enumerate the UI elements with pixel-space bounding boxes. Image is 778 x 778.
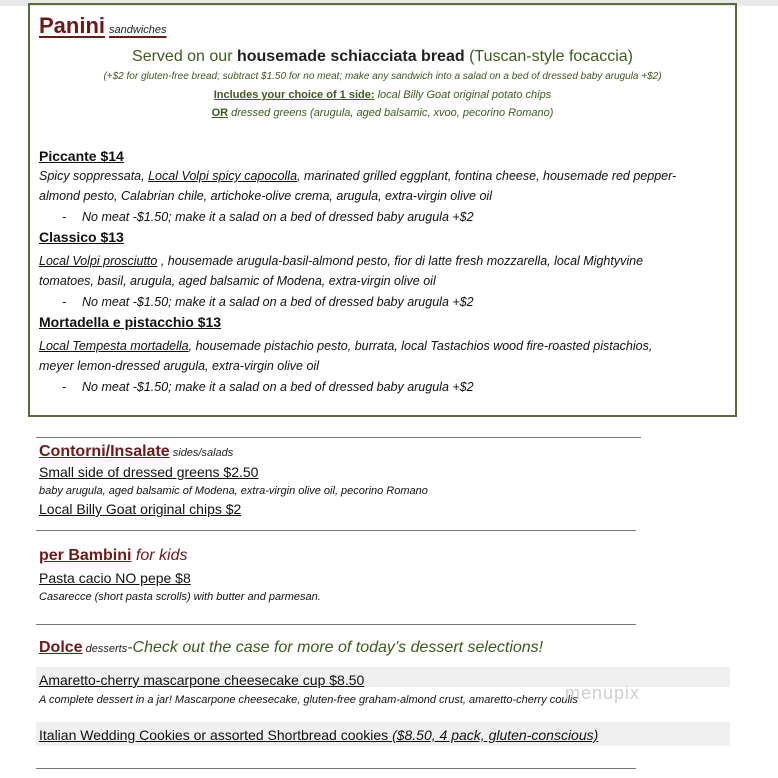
dolce-tagline: -Check out the case for more of today’s dessert selections! xyxy=(127,639,544,656)
menu-item-note xyxy=(62,210,474,224)
dash-icon: - xyxy=(62,380,67,394)
desc-text: meyer lemon-dressed arugula, extra-virgin olive oil xyxy=(39,359,319,373)
desc-underlined: Local Volpi spicy capocolla xyxy=(148,169,298,183)
dash-icon: - xyxy=(62,295,67,309)
fine-print: (+$2 for gluten-free bread; subtract $1.50 for no meat; make any sandwich into a salad on a bed of dressed baby arugula +$2) xyxy=(103,71,662,82)
watermark: menupix xyxy=(565,683,641,703)
note-text: No meat -$1.50; make it a salad on a bed of dressed baby arugula +$2 xyxy=(82,210,474,224)
menu-item-note xyxy=(62,295,474,309)
menu-item-desc xyxy=(39,336,729,376)
contorni-title-text: Contorni/Insalate xyxy=(39,443,170,460)
panini-title-text: Panini xyxy=(39,13,106,38)
served-line xyxy=(28,48,737,66)
contorni-item: Local Billy Goat original chips $2 xyxy=(39,501,242,517)
side-choice-rest: local Billy Goat original potato chips xyxy=(374,89,552,101)
bambini-title-text: per Bambini xyxy=(39,547,132,564)
dolce-title xyxy=(39,639,543,657)
bambini-item: Pasta cacio NO pepe $8 xyxy=(39,570,191,586)
dolce-title-text: Dolce xyxy=(39,639,83,656)
divider xyxy=(36,624,636,625)
side-choice-label: Includes your choice of 1 side: xyxy=(213,89,375,101)
divider xyxy=(36,437,641,438)
desc-underlined: Local Volpi prosciutto xyxy=(39,254,158,268)
dolce-item-paren: ($8.50, 4 pack, gluten-conscious) xyxy=(392,727,599,743)
desc-text: , housemade pistachio pesto, burrata, local Tastachios wood fire-roasted pistachios, xyxy=(188,339,653,353)
menu-item-title: Mortadella e pistacchio $13 xyxy=(39,314,222,330)
contorni-item: Small side of dressed greens $2.50 xyxy=(39,464,259,480)
dolce-item-desc: A complete dessert in a jar! Mascarpone cheesecake, gluten-free graham-almond crust, amaretto-cherry coulis xyxy=(39,694,578,706)
bambini-title xyxy=(39,547,187,565)
desc-text: , housemade arugula-basil-almond pesto, fior di latte fresh mozzarella, local Mightyvine xyxy=(157,254,644,268)
menu-item-title: Piccante $14 xyxy=(39,148,124,164)
note-text: No meat -$1.50; make it a salad on a bed of dressed baby arugula +$2 xyxy=(82,380,474,394)
menu-item-desc xyxy=(39,251,729,291)
menu-item-desc xyxy=(39,166,729,206)
desc-text: almond pesto, Calabrian chile, artichoke-olive crema, arugula, extra-virgin olive oil xyxy=(39,189,492,203)
menu-item-note xyxy=(62,380,474,394)
desc-text: , marinated grilled eggplant, fontina cheese, housemade red pepper- xyxy=(297,169,677,183)
desc-text: tomatoes, basil, arugula, aged balsamic of Modena, extra-virgin olive oil xyxy=(39,274,436,288)
dolce-item xyxy=(39,727,598,743)
contorni-title xyxy=(39,443,233,461)
panini-title xyxy=(39,13,167,43)
desc-text: Spicy soppressata, xyxy=(39,169,149,183)
served-prefix: Served on our xyxy=(132,48,237,65)
or-label: OR xyxy=(211,107,229,119)
dolce-item-text: Italian Wedding Cookies or assorted Shortbread cookies xyxy=(39,727,393,743)
desc-underlined: Local Tempesta mortadella xyxy=(39,339,189,353)
menu-item-title: Classico $13 xyxy=(39,229,124,245)
bambini-subtitle: for kids xyxy=(131,547,188,564)
contorni-subtitle: sides/salads xyxy=(169,447,234,459)
bambini-item-desc: Casarecce (short pasta scrolls) with butter and parmesan. xyxy=(39,591,321,603)
dolce-subtitle: desserts xyxy=(82,643,128,655)
divider xyxy=(36,768,636,769)
or-line xyxy=(28,107,737,119)
served-suffix: (Tuscan-style focaccia) xyxy=(464,48,633,65)
divider xyxy=(36,530,636,531)
dash-icon: - xyxy=(62,210,67,224)
served-bold: housemade schiacciata bread xyxy=(236,48,465,65)
note-text: No meat -$1.50; make it a salad on a bed of dressed baby arugula +$2 xyxy=(82,295,474,309)
dolce-item: Amaretto-cherry mascarpone cheesecake cup $8.50 xyxy=(39,672,365,688)
or-rest: dressed greens (arugula, aged balsamic, xvoo, pecorino Romano) xyxy=(228,107,554,119)
contorni-item-desc: baby arugula, aged balsamic of Modena, extra-virgin olive oil, pecorino Romano xyxy=(39,485,428,497)
panini-subtitle: sandwiches xyxy=(109,24,167,36)
side-choice-line xyxy=(28,89,737,101)
